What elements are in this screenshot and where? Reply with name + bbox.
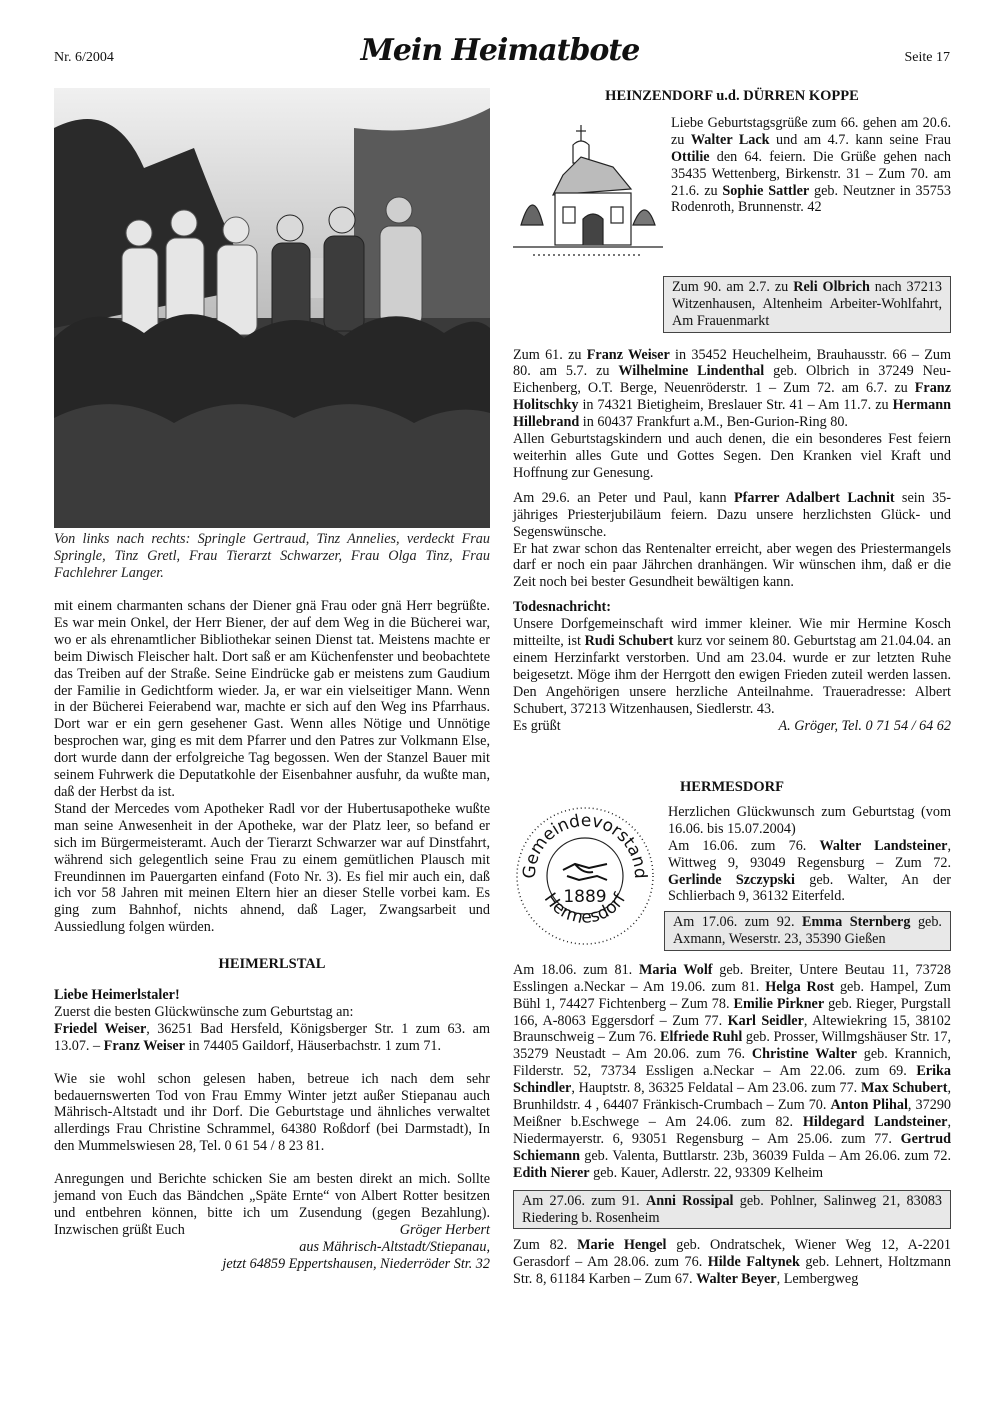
- highlight-box: Zum 90. am 2.7. zu Reli Olbrich nach 37213 Witzenhausen, Altenheim Arbeiter-Wohlfahrt, Am Frauenmarkt: [663, 276, 951, 333]
- photo-caption: Von links nach rechts: Springle Gertraud, Tinz Annelies, verdeckt Frau Springle, Tinz Gretl, Frau Tierarzt Schwarzer, Frau Olga Tinz, Frau Fachlehrer Langer.: [54, 531, 490, 581]
- section-title-heinzendorf: HEINZENDORF u.d. DÜRREN KOPPE: [605, 88, 859, 104]
- paragraph: Herzlichen Glückwunsch zum Geburtstag (vom 16.06. bis 15.07.2004): [668, 803, 951, 837]
- paragraph: Unsere Dorfgemeinschaft wird immer kleiner. Wie mir Hermine Kosch mitteilte, ist Rudi Schubert kurz vor seinem 80. Geburtstag am 21.04.04. an einem Herzinfarkt verstorben. Und am 23.04. wurde er zur letzten Ruhe beigesetzt. Möge ihm der Herrgott den ewigen Frieden zuteil werden lassen. Den Angehörigen unsere herzliche Anteilnahme. Traueradresse: Albert Schubert, 37213 Witzenhausen, Siedlerstr. 43.: [513, 616, 951, 717]
- highlight-box: Am 27.06. zum 91. Anni Rossipal geb. Pohlner, Salinweg 21, 83083 Riedering b. Rosenheim: [513, 1190, 951, 1230]
- group-photo: [54, 88, 490, 528]
- birthday-list: Zum 82. Marie Hengel geb. Ondratschek, Wiener Weg 12, A-2201 Gerasdorf – Am 28.06. zum 76. Hilde Faltynek geb. Lehnert, Holtzmann Str. 8, 61184 Karben – Zum 67. Walter Beyer, Lembergweg: [513, 1237, 952, 1288]
- masthead-title: Mein Heimatbote: [360, 33, 640, 68]
- community-seal: [513, 804, 658, 954]
- story-paragraph: Stand der Mercedes vom Apotheker Radl vor der Hubertusapotheke wußte man seine Anwesenheit in der Apotheke, war der Platz leer, so befand er sich im Bürgermeisteramt. Auch der Tierarzt Schwarzer war auf Dinstfahrt, während sich gelegentlich seine Frau zu einem gemütlichen Plausch mit Freundinnen im Pauergarten einfand (Foto Nr. 3). Es fiel mir auch ein, daß ich vor 58 Jahren mit meinen Eltern hier an dieser Stelle vorbei kam. Es ging zum Bahnhof, nichts ahnend, daß Lager, Zwangsarbeit und Aussiedlung folgen würden.: [54, 800, 490, 936]
- paragraph: Wie sie wohl schon gelesen haben, betreue ich nach dem sehr bedauernswerten Tod von Frau Emmy Winter jetzt außer Stiepanau auch Mährisch-Altstadt und ihr Dorf. Die Geburtstage und ähnliches verwaltet allerdings Frau Christine Schrammel, 64380 Roßdorf (bei Darmstadt), In den Mummelswiesen 28, Tel. 0 61 54 / 8 23 81.: [54, 1070, 490, 1155]
- paragraph: Zum 61. zu Franz Weiser in 35452 Heuchelheim, Brauhausstr. 66 – Zum 80. am 5.7. zu Wilhelmine Lindenthal geb. Olbrich in 37249 Neu-Eichenberg, O.T. Berge, Neuenröderstr. 1 – Zum 72. am 6.7. zu Franz Holitschky in 74321 Bietigheim, Breslauer Str. 41 – Am 11.7. zu Hermann Hillebrand in 60437 Frankfurt a.M., Ben-Gurion-Ring 80.: [513, 346, 951, 431]
- signature-line: aus Mährisch-Altstadt/Stiepanau,: [299, 1238, 490, 1255]
- issue-number: Nr. 6/2004: [54, 50, 114, 65]
- paragraph: Allen Geburtstagskindern und auch denen, die ein besonderes Fest feiern weiterhin alles Gute und Gottes Segen. Den Kranken viel Kraft und Hoffnung zur Genesung.: [513, 431, 951, 481]
- handshake-icon: [563, 864, 607, 880]
- paragraph: Am 29.6. an Peter und Paul, kann Pfarrer Adalbert Lachnit sein 35-jähriges Priesterjubiläum feiern. Dazu unsere herzlichsten Glück- und Segenswünsche.: [513, 489, 951, 540]
- group-photo-illustration: [54, 88, 490, 528]
- left-column: [54, 598, 490, 1273]
- seal-top-text: Gemeindevorstand: [519, 810, 651, 880]
- signature-line: jetzt 64859 Eppertshausen, Niederröder Str. 32: [222, 1255, 490, 1272]
- right-column-hermesdorf: [513, 779, 951, 1288]
- section-title-hermesdorf: HERMESDORF: [680, 779, 784, 795]
- seal-year: 1889: [563, 886, 607, 907]
- paragraph: Er hat zwar schon das Rentenalter erreicht, aber wegen des Priestermangels darf er noch ein paar Jährchen dranhängen. Wir wünschen ihm, daß er die Zeit noch bei bester Gesundheit bewältigen kann.: [513, 540, 951, 591]
- greeting: Liebe Heimerlstaler!: [54, 987, 180, 1004]
- right-column-heinzendorf: [513, 88, 951, 734]
- paragraph: Anregungen und Berichte schicken Sie am besten direkt an mich. Sollte jemand von Euch das Bändchen „Späte Ernte“ von Albert Rotter besitzen und entbehren können, bitte ich um Zusendung (gegen Bezahlung). Inzwischen grüßt Euch Gröger Herbert: [54, 1171, 490, 1238]
- story-paragraph: mit einem charmanten schans der Diener gnä Frau oder gnä Herr begrüßte. Es war mein Onkel, der Herr Biener, der auf dem Weg in die Bücherei war, wo er als ehrenamtlicher Bibliothekar seinen Dienst tat. Meistens machte er beim Diwisch Fleischer halt. Dort saß er am Küchenfenster und beobachtete das Treiben auf der Straße. Seine Eindrücke gab er meistens zum Gaudium der Familie in Gedichtform wieder. Ja, er war ein vielseitiger Mann. Wenn in der Bücherei Feierabend war, machte er sich auf den Weg ins Pfarrhaus. Dort war er ein gern gesehener Gast. Wenn alles Nötige und Unnötige besprochen war, ging es mit dem Pfarrer und den Patres zur Volkmann Else, dort wurde dann der erfolgreiche Tag begossen. Wen der Stanzel Bauer mit seinem Fuhrwerk die Deputatkohle der Eisenbahner ausfuhr, da wußte man, daß der Herbst da ist.: [54, 598, 490, 800]
- church-illustration: [513, 115, 663, 270]
- death-notice-title: Todesnachricht:: [513, 599, 612, 616]
- birthday-list: Am 18.06. zum 81. Maria Wolf geb. Breiter, Untere Beutau 11, 73728 Esslingen a.Neckar – Am 19.06. zum 81. Helga Rost geb. Hampel, Zum Bühl 1, 74427 Fichtenberg – Zum 78. Emilie Pirkner geb. Rieger, Purgstall 166, A-8063 Eggersdorf – Zum 77. Karl Seidler, Altewiekring 15, 38102 Braunschweig – Zum 76. Elfriede Ruhl geb. Prosser, Willmgshäuser Str. 17, 35279 Neustadt – Am 20.06. zum 76. Christine Walter geb. Krannich, Filderstr. 52, 73734 Essligen a.Neckar – Am 22.06. zum 69. Erika Schindler, Hauptstr. 8, 36325 Feldatal – Am 23.06. zum 77. Max Schubert, Brunhildstr. 4 , 64407 Fränkisch-Crumbach – Zum 70. Anton Plihal, 37290 Meißner b.Eschwege – Am 24.06. zum 82. Hildegard Landsteiner, Niedermayerstr. 6, 93051 Regensburg – Am 25.06. zum 77. Gertrud Schiemann geb. Valenta, Buttlarstr. 23b, 36039 Fulda – Am 26.06. zum 72. Edith Nierer geb. Kauer, Adlerstr. 22, 93309 Kelheim: [513, 961, 952, 1181]
- page-number: Seite 17: [904, 50, 950, 65]
- paragraph: Liebe Geburtstagsgrüße zum 66. gehen am 20.6. zu Walter Lack und am 4.7. kann seine Frau Ottilie den 64. feiern. Die Grüße gehen nach 35435 Wettenberg, Birkenstr. 31 – Zum 70. am 21.6. zu Sophie Sattler geb. Neutzner in 35753 Rodenroth, Brunnenstr. 42: [671, 114, 951, 216]
- birthday-list: Friedel Weiser, 36251 Bad Hersfeld, Königsberger Str. 1 zum 63. am 13.07. – Franz Weiser in 74405 Gaildorf, Häuserbachstr. 1 zum 71.: [54, 1020, 490, 1054]
- signature-line: Es grüßt A. Gröger, Tel. 0 71 54 / 64 62: [513, 717, 951, 734]
- highlight-box: Am 17.06. zum 92. Emma Sternberg geb. Axmann, Weserstr. 23, 35390 Gießen: [664, 911, 951, 951]
- section-title-heimerlstal: HEIMERLSTAL: [218, 956, 326, 973]
- seal-bottom-text: Hermesdorf: [539, 889, 631, 928]
- paragraph: Am 16.06. zum 76. Walter Landsteiner, Wittweg 9, 93049 Regensburg – Zum 72. Gerlinde Szczypski geb. Walter, An der Schlierbach 9, 36132 Eiterfeld.: [668, 837, 951, 905]
- intro: Zuerst die besten Glückwünsche zum Geburtstag an:: [54, 1003, 354, 1020]
